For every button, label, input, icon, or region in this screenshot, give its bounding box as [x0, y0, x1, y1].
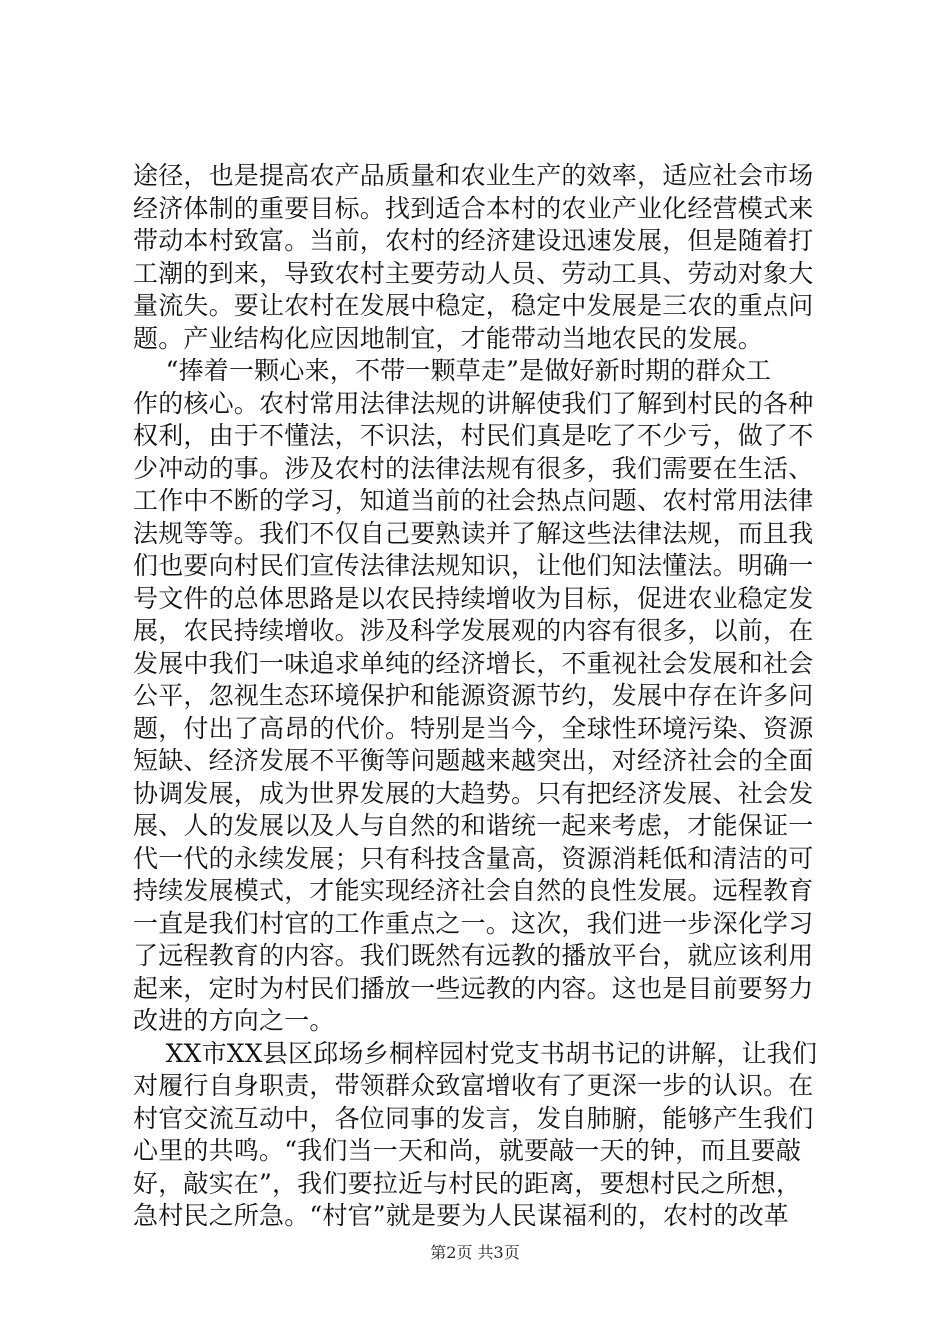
text-line: 发展中我们一味追求单纯的经济增长，不重视社会发展和社会	[133, 648, 814, 678]
text-line: 少冲动的事。涉及农村的法律法规有很多，我们需要在生活、	[133, 453, 814, 483]
text-line: 对履行自身职责，带领群众致富增收有了更深一步的认识。在	[133, 1071, 814, 1100]
text-line: 经济体制的重要目标。找到适合本村的农业产业化经营模式来	[133, 193, 814, 223]
text-line: 法规等等。我们不仅自己要熟读并了解这些法律法规，而且我	[133, 518, 814, 548]
text-line: 急村民之所急。“村官”就是要为人民谋福利的，农村的改革	[133, 1201, 789, 1230]
text-line: 好，敲实在”，我们要拉近与村民的距离，要想村民之所想，	[133, 1168, 802, 1198]
text-line: 展、人的发展以及人与自然的和谐统一起来考虑，才能保证一	[133, 811, 814, 840]
text-line: 改进的方向之一。	[133, 1006, 335, 1035]
text-line: 题。产业结构化应因地制宜，才能带动当地农民的发展。	[133, 323, 764, 353]
text-line: 展，农民持续增收。涉及科学发展观的内容有很多，以前，在	[133, 616, 814, 645]
text-line: 工作中不断的学习，知道当前的社会热点问题、农村常用法律	[133, 486, 814, 515]
text-line: 工潮的到来，导致农村主要劳动人员、劳动工具、劳动对象大	[133, 258, 814, 288]
text-line: 心里的共鸣。“我们当一天和尚，就要敲一天的钟，而且要敲	[133, 1136, 802, 1165]
text-line: 号文件的总体思路是以农民持续增收为目标，促进农业稳定发	[133, 583, 814, 613]
text-line: 公平，忽视生态环境保护和能源资源节约，发展中存在许多问	[133, 681, 814, 710]
text-line: “捧着一颗心来，不带一颗草走”是做好新时期的群众工	[133, 356, 772, 385]
text-line: 量流失。要让农村在发展中稳定，稳定中发展是三农的重点问	[133, 291, 814, 320]
text-line: 村官交流互动中，各位同事的发言，发自肺腑，能够产生我们	[133, 1103, 814, 1133]
page-footer: 第2页 共3页	[430, 1243, 520, 1262]
text-line: 一直是我们村官的工作重点之一。这次，我们进一步深化学习	[133, 908, 814, 938]
text-line: 们也要向村民们宣传法律法规知识，让他们知法懂法。明确一	[133, 551, 814, 580]
body-text	[133, 160, 833, 1233]
text-line: 起来，定时为村民们播放一些远教的内容。这也是目前要努力	[133, 973, 814, 1003]
text-line: 代一代的永续发展；只有科技含量高，资源消耗低和清洁的可	[133, 843, 814, 873]
text-line: 协调发展，成为世界发展的大趋势。只有把经济发展、社会发	[133, 778, 814, 808]
text-line: 权利，由于不懂法，不识法，村民们真是吃了不少亏，做了不	[133, 421, 814, 450]
text-line: 持续发展模式，才能实现经济社会自然的良性发展。远程教育	[133, 876, 814, 905]
text-line: 途径，也是提高农产品质量和农业生产的效率，适应社会市场	[133, 161, 814, 190]
text-line: XX市XX县区邱场乡桐梓园村党支书胡书记的讲解，让我们	[133, 1038, 818, 1068]
text-line: 短缺、经济发展不平衡等问题越来越突出，对经济社会的全面	[133, 746, 814, 775]
text-line: 了远程教育的内容。我们既然有远教的播放平台，就应该利用	[133, 941, 814, 970]
text-line: 题，付出了高昂的代价。特别是当今，全球性环境污染、资源	[133, 713, 814, 743]
text-line: 带动本村致富。当前，农村的经济建设迅速发展，但是随着打	[133, 226, 814, 255]
text-line: 作的核心。农村常用法律法规的讲解使我们了解到村民的各种	[133, 388, 814, 418]
